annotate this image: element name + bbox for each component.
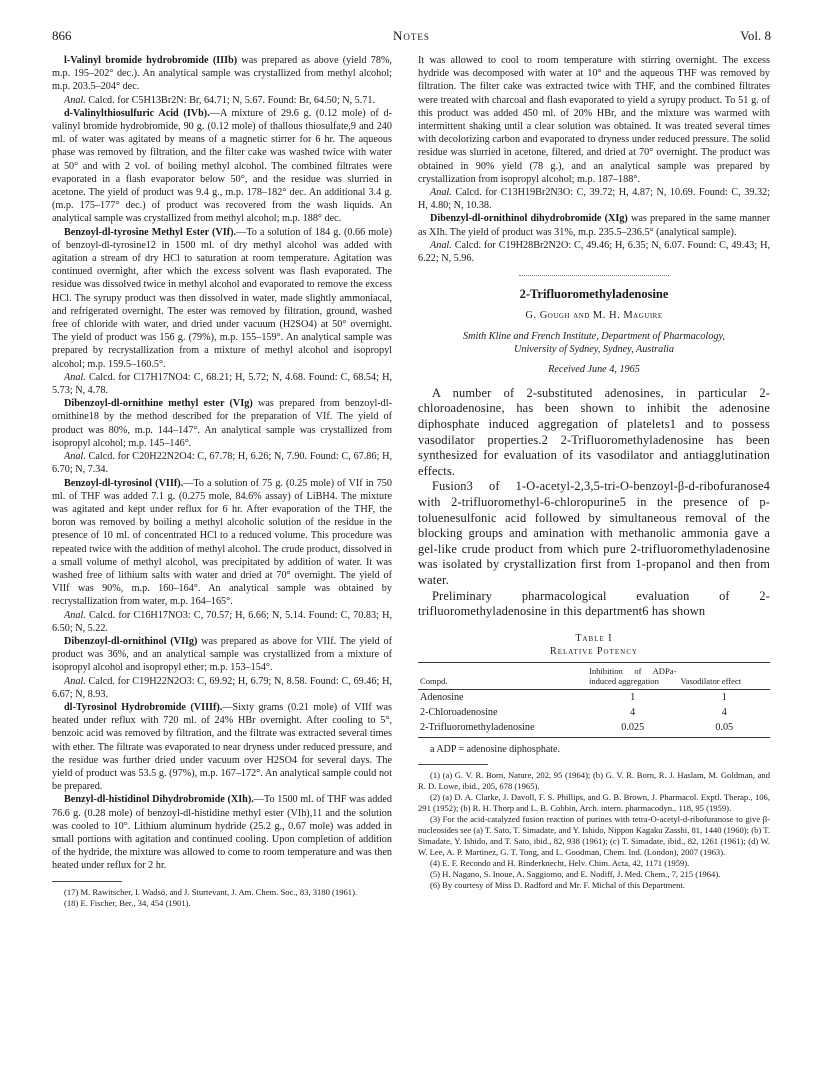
compound-name: Dibenzyl-dl-ornithinol dihydrobromide (XIg) — [430, 213, 628, 225]
table-cell: 1 — [630, 692, 636, 704]
footnote: (4) E. F. Recondo and H. Rinderknecht, Helv. Chim. Acta, 42, 1171 (1959). — [430, 858, 690, 869]
table-label: Table I — [575, 632, 613, 644]
paragraph-text: —To 1500 ml. of THF was added 76.6 g. (0.28 mole) of benzoyl-dl-histidine methyl ester (VIh),11 and the solution was cooled to 10°. Lithium aluminum hydride (25.2 g., 0.67 mole) was added in small portions with agitation and continued cooling. Upon completion of addition of the hydride, the mixture was allowed to come to room temperature and was then heated under reflux for 2 hr. — [52, 794, 393, 872]
volume-label: Vol. 8 — [740, 28, 771, 43]
table-row — [418, 705, 770, 720]
experimental-paragraph — [52, 477, 392, 609]
experimental-paragraph — [52, 793, 392, 872]
table-cell: 0.025 — [587, 720, 679, 738]
experimental-paragraph — [52, 701, 392, 793]
received-date: Received June 4, 1965 — [548, 363, 640, 375]
table-footnote: a ADP = adenosine diphosphate. — [430, 744, 560, 756]
analysis-label: Anal. — [430, 239, 452, 251]
table-row — [418, 690, 770, 706]
footnote: (18) E. Fischer, Ber., 34, 454 (1901). — [64, 897, 191, 908]
page-number: 866 — [52, 28, 72, 43]
paragraph-text: Calcd. for C20H22N2O4: C, 67.78; H, 6.26; N, 7.90. Found: C, 67.86; H, 6.70; N, 7.34. — [52, 451, 392, 476]
analysis-paragraph — [52, 450, 392, 476]
analysis-paragraph — [418, 239, 770, 265]
relative-potency-table — [418, 662, 770, 738]
compound-name: d-Valinylthiosulfuric Acid (IVb). — [64, 107, 210, 119]
analysis-label: Anal. — [64, 451, 86, 463]
column-header-vasodilator: Vasodilator effect — [678, 663, 770, 690]
footnote: (17) M. Rawitscher, I. Wadsö, and J. Sturtevant, J. Am. Chem. Soc., 83, 3180 (1961). — [64, 886, 358, 897]
compound-name: l-Valinyl bromide hydrobromide (IIIb) — [64, 55, 238, 66]
paragraph-text: —Sixty grams (0.21 mole) of VIIf was heated under reflux with 720 ml. of 24% HBr overnight. After cooling to 5°, benzoic acid was removed by filtration, and the filtrate was extracted several times with ether. The filtrate was evaporated to near dryness under reduced pressure, and the residue was further dried under vacuum over H2SO4 for several days. The yield of product was 53.5 g. (97%), m.p. 167–172°. An analytical sample could not be prepared. — [52, 701, 393, 793]
table-cell: 2-Chloroadenosine — [420, 707, 498, 719]
right-footnotes — [418, 770, 770, 891]
footnote: (5) H. Nagano, S. Inoue, A. Saggiomo, and E. Nodiff, J. Med. Chem., 7, 215 (1964). — [430, 869, 721, 880]
analysis-paragraph — [52, 675, 392, 701]
experimental-paragraph — [52, 635, 392, 675]
analysis-label: Anal. — [64, 609, 86, 621]
article-paragraph: Preliminary pharmacological evaluation of 2-trifluoromethyladenosine in this department6 has shown — [418, 588, 770, 619]
analysis-label: Anal. — [64, 675, 86, 687]
paragraph-text: —To a solution of 75 g. (0.25 mole) of VIf in 750 ml. of THF was added 7.1 g. (0.275 mole, 84.6% assay) of LiBH4. The mixture was agitated and kept under reflux for 6 hr. After evaporation of the THF, the boron was removed by boiling a methyl alcoholic solution of the residue in the presence of 10 ml. of concentrated HCl to a reduced volume. This procedure was repeated twice with the addition of methyl alcohol. The crude product, dissolved in a small volume of methyl alcohol, was precipitated by addition of water. It was washed free of lithium salts with water and dried at 70° overnight. The yield of VIIf was 90%, m.p. 160–164°. An analytical sample was obtained by recrystallization from water, m.p. 164–165°. — [52, 477, 392, 608]
paragraph-text: Calcd. for C13H19Br2N3O: C, 39.72; H, 4.87; N, 10.69. Found: C, 39.32; H, 4.80; N, 10.38. — [418, 187, 770, 212]
table-cell: 0.05 — [678, 720, 770, 738]
table-header-row — [418, 663, 770, 690]
analysis-paragraph — [52, 371, 392, 397]
article-title: 2-Trifluoromethyladenosine — [519, 287, 669, 302]
analysis-paragraph — [52, 94, 392, 107]
paragraph-text: Calcd. for C19H22N2O3: C, 69.92; H, 6.79; N, 8.58. Found: C, 69.46; H, 6.67; N, 8.93. — [52, 675, 392, 700]
paragraph-text: was prepared from benzoyl-dl-ornithine18 by the method described for the preparation of VIf. The yield of product was 80%, m.p. 144–147°. An analytical sample was crystallized from isopropyl alcohol; m.p. 145–146°. — [52, 398, 392, 449]
paragraph-text: Calcd. for C17H17NO4: C, 68.21; H, 5.72; N, 4.68. Found: C, 68.54; H, 5.73; N, 4.78. — [52, 371, 392, 397]
compound-name: Benzyl-dl-histidinol Dihydrobromide (XIh). — [64, 794, 254, 806]
table-cell: 2-Trifluoromethyladenosine — [418, 720, 587, 738]
compound-name: Dibenzoyl-dl-ornithinol (VIIg) — [64, 635, 198, 647]
right-column — [418, 54, 770, 891]
analysis-label: Anal. — [64, 371, 86, 383]
paragraph-text: —A mixture of 29.6 g. (0.12 mole) of d-valinyl bromide hydrobromide, 90 g. (0.12 mole) of thallous thiosulfate,9 and 240 ml. of water was agitated by means of a magnetic stirrer for 6 hr. The aqueous phase was removed by filtration, and the filter cake was washed twice with water at 50° and with 2 vol. of boiling methyl alcohol. The combined filtrates were evaporated in a flash evaporator below 50°, and the residue was slurried in acetone. The yield of product was 9.4 g., m.p. 178–182° dec. An additional 3.4 g. (m.p. 175–177° dec.) of product was recovered from the wash liquids. An analytical sample was crystallized from methyl alcohol; m.p. 188° dec. — [52, 107, 392, 225]
paragraph-text: was prepared in the same manner as XIh. The yield of product was 31%, m.p. 235.5–236.5° (analytical sample). — [418, 213, 771, 238]
table-cell: 1 — [721, 692, 727, 704]
left-column-body — [52, 54, 392, 873]
table-cell: Adenosine — [420, 692, 464, 704]
paragraph-text: It was allowed to cool to room temperature with stirring overnight. The excess hydride was decomposed with water at 10° and the aqueous THF was removed by filtration. The filter cake was extracted twice with THF, and the combined filtrates were treated with charcoal and flash evaporated to yield a syrupy product. To 51 g. of this product was added 450 ml. of 20% HBr, and the mixture was warmed with intermittent shaking until a clear solution was obtained. It was treated several times with decolorizing carbon and evaporated to dryness under reduced pressure. The solid residue was slurried in acetone, filtered, and dried at 70° overnight. The product was obtained in 90% yield (78 g.), and an analytical sample was prepared by crystallization from isopropyl alcohol; m.p. 187–188°. — [418, 55, 770, 185]
compound-name: Benzoyl-dl-tyrosine Methyl Ester (VIf). — [64, 226, 237, 238]
experimental-paragraph — [52, 226, 392, 371]
section-title: Notes — [393, 28, 430, 43]
column-header-inhibition: Inhibition of ADPa-induced aggregation — [587, 663, 679, 690]
affiliation-line-1: Smith Kline and French Institute, Department of Pharmacology, — [463, 330, 725, 342]
running-header — [52, 28, 771, 44]
article-authors: G. Gough and M. H. Maguire — [525, 310, 663, 322]
paragraph-text: was prepared as above for VIIf. The yield of product was 36%, and an analytical sample was crystallized from a mixture of isopropyl alcohol and isopropyl ether; m.p. 153–154°. — [52, 635, 392, 674]
analysis-label: Anal. — [64, 94, 86, 106]
footnote: (3) For the acid-catalyzed fusion reaction of purines with tetra-O-acetyl-d-ribofuranose to give β-nucleosides see (a) T. Sato, T. Simadate, and Y. Ishido, Nippon Kagaku Zasshi, 81, 1440 (1960); (b) T. Simadate, Y. Ishido, and T. Sato, ibid., 82, 938 (1961); (c) T. Simadate, ibid., 82, 1261 (1961); (d) W. W. Lee, A. P. Martinez, G. T. Tong, and L. Goodman, Chem. Ind. (London), 2007 (1963). — [418, 814, 770, 858]
left-footnotes — [52, 887, 392, 909]
footnote: (1) (a) G. V. R. Born, Nature, 202, 95 (1964); (b) G. V. R. Born, R. J. Haslam, M. Goldman, and R. D. Lowe, ibid., 205, 678 (1965). — [418, 770, 770, 792]
experimental-paragraph — [418, 212, 770, 238]
compound-name: dl-Tyrosinol Hydrobromide (VIIIf). — [64, 701, 223, 713]
experimental-paragraph — [418, 54, 770, 186]
article-affiliation — [418, 330, 770, 356]
footnote: (2) (a) D. A. Clarke, J. Davoll, F. S. Phillips, and G. B. Brown, J. Pharmacol. Exptl. Therap., 106, 291 (1952); (b) R. H. Thorp and L. B. Cobbin, Arch. intern. pharmacodyn., 118, 95 (1959). — [418, 792, 770, 814]
article-separator — [519, 275, 669, 276]
right-column-continuation — [418, 54, 770, 265]
paragraph-text: Calcd. for C5H13Br2N: Br, 64.71; N, 5.67. Found: Br, 64.50; N, 5.71. — [85, 94, 376, 106]
experimental-paragraph — [52, 397, 392, 450]
paragraph-text: Calcd. for C16H17NO3: C, 70.57; H, 6.66; N, 5.14. Found: C, 70.83; H, 6.50; N, 5.22. — [52, 609, 392, 634]
article-paragraph: Fusion3 of 1-O-acetyl-2,3,5-tri-O-benzoyl-β-d-ribofuranose4 with 2-trifluoromethyl-6-chloropurine5 in the presence of p-toluenesulfonic acid followed by simultaneous removal of the blocking groups and amination with methanolic ammonia gave a gel-like crude product from which pure 2-trifluoromethyladenosine was isolated by crystallization first from 1-propanol and then from water. — [418, 479, 770, 587]
paragraph-text: Calcd. for C19H28Br2N2O: C, 49.46; H, 6.35; N, 6.07. Found: C, 49.43; H, 6.22; N, 5.96. — [418, 239, 770, 265]
experimental-paragraph — [52, 54, 392, 94]
analysis-label: Anal. — [430, 187, 452, 199]
experimental-paragraph — [52, 107, 392, 226]
analysis-paragraph — [418, 186, 770, 212]
column-header-compd: Compd. — [418, 663, 587, 690]
table-cell: 4 — [721, 707, 727, 719]
compound-name: Dibenzoyl-dl-ornithine methyl ester (VIg) — [64, 398, 253, 410]
paragraph-text: —To a solution of 184 g. (0.66 mole) of benzoyl-dl-tyrosine12 in 1500 ml. of dry methyl alcohol was added with agitation a stream of dry HCl to saturation at room temperature. Agitation was continued overnight, after which the excess solvent was flash evaporated. The residue was dissolved twice in methyl alcohol and evaporated to remove the excess HCl. The syrupy product was then dissolved in water, made slightly ammoniacal, and refrigerated overnight. The ester was removed by filtration, ground, washed free of chloride with water, and dried under vacuum (H2SO4) at 50° overnight. The yield of product was 156 g. (79%), m.p. 155–159°. An analytical sample was prepared by recrystallization from a mixture of methyl alcohol and isopropyl alcohol; m.p. 159.5–160.5°. — [52, 226, 392, 370]
table-title: Relative Potency — [550, 645, 638, 657]
article-paragraph: A number of 2-substituted adenosines, in particular 2-chloroadenosine, has been shown to inhibit the adenosine diphosphate induced aggregation of platelets1 and to possess vasodilator properties.2 2-Trifluoromethyladenosine has been synthesized for evaluation of its vasodilator and antiagglutination effects. — [418, 385, 770, 478]
article-body — [418, 386, 770, 620]
analysis-paragraph — [52, 609, 392, 635]
footnote-rule — [52, 881, 122, 882]
compound-name: Benzoyl-dl-tyrosinol (VIIf). — [64, 477, 184, 489]
paragraph-text: was prepared as above (yield 78%, m.p. 195–202° dec.). An analytical sample was crystallized from methyl alcohol; m.p. 203.5–204° dec. — [52, 55, 392, 93]
left-column — [52, 54, 392, 909]
table-row — [418, 720, 770, 738]
table-cell: 4 — [630, 707, 636, 719]
affiliation-line-2: University of Sydney, Sydney, Australia — [514, 343, 674, 355]
footnote-rule — [418, 764, 488, 765]
footnote: (6) By courtesy of Miss D. Radford and Mr. F. Michal of this Department. — [430, 880, 685, 891]
